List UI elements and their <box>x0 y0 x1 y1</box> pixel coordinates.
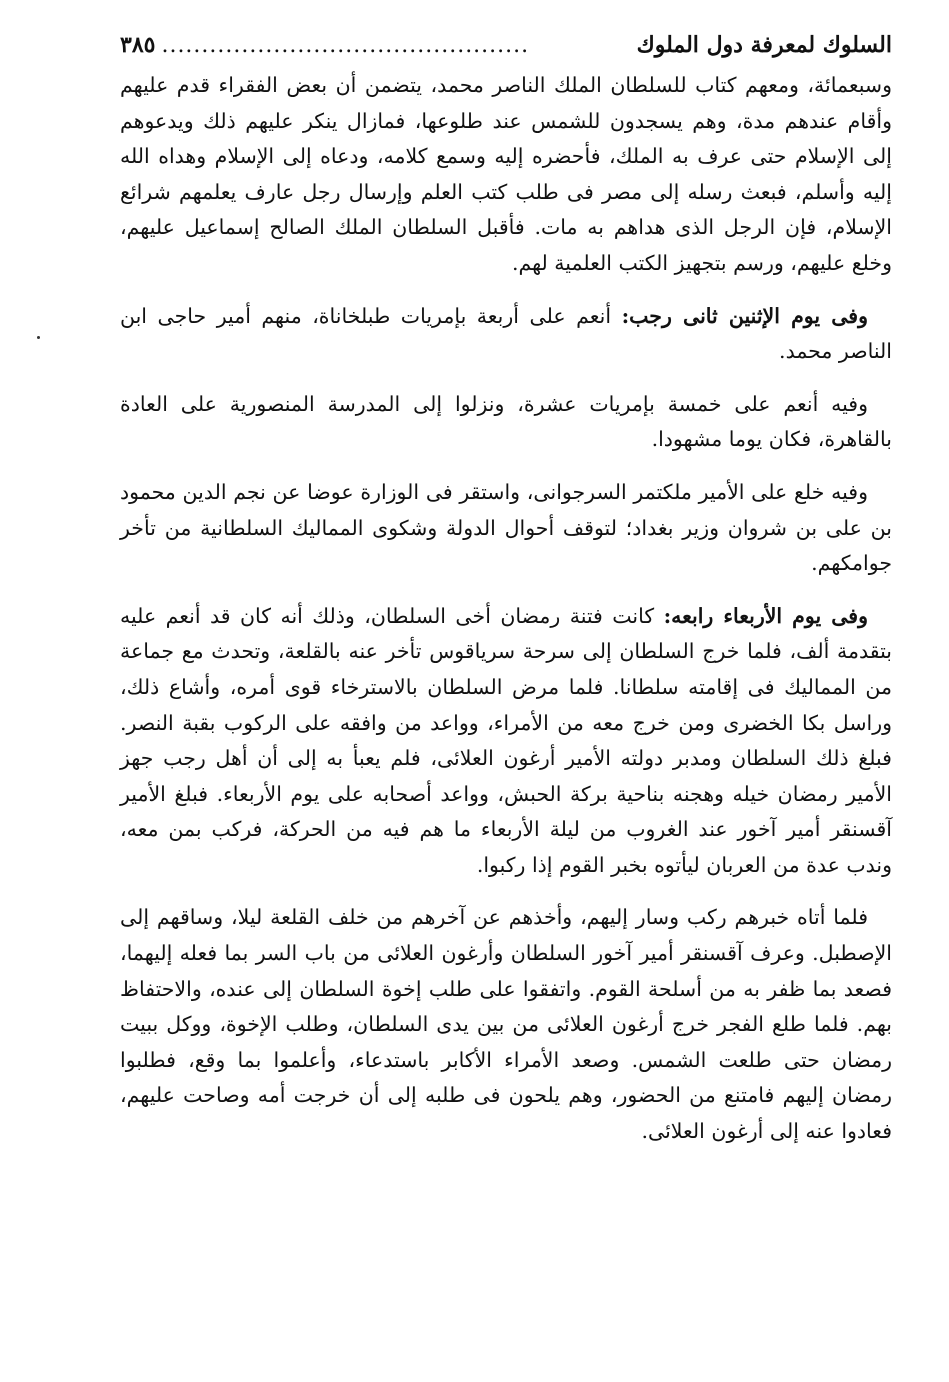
book-title: السلوك لمعرفة دول الملوك <box>636 32 892 58</box>
paragraph <box>120 387 892 458</box>
paragraph <box>120 299 892 370</box>
paragraph-text: أنعم على أربعة بإمريات طبلخاناة، منهم أمير حاجى ابن الناصر محمد. <box>120 303 892 364</box>
paragraph-text: وسبعمائة، ومعهم كتاب للسلطان الملك الناصر محمد، يتضمن أن بعض الفقراء قدم عليهم وأقام عندهم مدة، وهم يسجدون للشمس عند طلوعها، فمازال ينكر عليهم ذلك ويدعوهم إلى الإسلام حتى عرف به الملك، فأحضره إليه وسمع كلامه، ودعاه إلى الإسلام وهداه الله إليه وأسلم، فبعث رسله إلى مصر فى طلب كتب العلم وإرسال رجل عارف يعلمهم شرائع الإسلام، فإن الرجل الذى هداهم به مات. فأقبل السلطان الملك الصالح إسماعيل عليهم، وخلع عليهم، ورسم بتجهيز الكتب العلمية لهم. <box>120 73 892 275</box>
running-header <box>120 26 892 66</box>
paragraph <box>120 599 892 884</box>
paragraph-lead: وفى يوم الأربعاء رابعه: <box>663 603 868 628</box>
leader-dots: .............................................. <box>161 33 530 58</box>
paragraph <box>120 900 892 1149</box>
paragraph-lead: وفى يوم الإثنين ثانى رجب: <box>621 303 868 328</box>
paragraph-text: وفيه أنعم على خمسة بإمريات عشرة، ونزلوا إلى المدرسة المنصورية على العادة بالقاهرة، فكان يوما مشهودا. <box>120 391 892 452</box>
paragraph <box>120 475 892 582</box>
page-number: ٣٨٥ <box>120 32 156 58</box>
paragraph <box>120 68 892 282</box>
paragraph-text: فلما أتاه خبرهم ركب وسار إليهم، وأخذهم عن آخرهم من خلف القلعة ليلا، وساقهم إلى الإصطبل. وعرف آقسنقر أمير آخور السلطان وأرغون العلائى من باب السر بما فعله إليهما، فصعد بما ظفر به من أسلحة القوم. واتفقوا على طلب إخوة السلطان إلى عنده، والاحتفاظ بهم. فلما طلع الفجر خرج أرغون العلائى من بين يدى السلطان، وطلب الإخوة، ووكل ببيت رمضان حتى طلعت الشمس. وصعد الأمراء الأكابر باستدعاء، وأعلموا بما وقع، فطلبوا رمضان إليهم فامتنع من الحضور، وهم يلحون فى طلبه إلى أن خرجت أمه وصاحت عليهم، فعادوا عنه إلى أرغون العلائى. <box>120 905 892 1144</box>
margin-speck <box>37 336 40 339</box>
book-page <box>120 26 892 1150</box>
paragraph-text: كانت فتنة رمضان أخى السلطان، وذلك أنه كان قد أنعم عليه بتقدمة ألف، فلما خرج السلطان إلى سرحة سرياقوس تأخر عنه بالقلعة، وتحدث مع جماعة من المماليك فى إقامته سلطانا. فلما مرض السلطان بالاسترخاء قوى أمره، وأشاع ذلك، وراسل بكا الخضرى ومن خرج معه من الأمراء، وواعد من وافقه على الركوب بقبة النصر. فبلغ ذلك السلطان ومدبر دولته الأمير أرغون العلائى، فلم يعبأ به إلى أن أهل رجب جهز الأمير رمضان خيله وهجنه بناحية بركة الحبش، وواعد أصحابه على يوم الأربعاء. فبلغ الأمير آقسنقر أمير آخور عند الغروب من ليلة الأربعاء ما هم فيه من الحركة، فركب بمن معه، وندب عدة من العربان ليأتوه بخبر القوم إذا ركبوا. <box>120 603 892 877</box>
paragraph-text: وفيه خلع على الأمير ملكتمر السرجوانى، واستقر فى الوزارة عوضا عن نجم الدين محمود بن على بن شروان وزير بغداد؛ لتوقف أحوال الدولة وشكوى المماليك السلطانية من تأخر جوامكهم. <box>120 479 892 576</box>
